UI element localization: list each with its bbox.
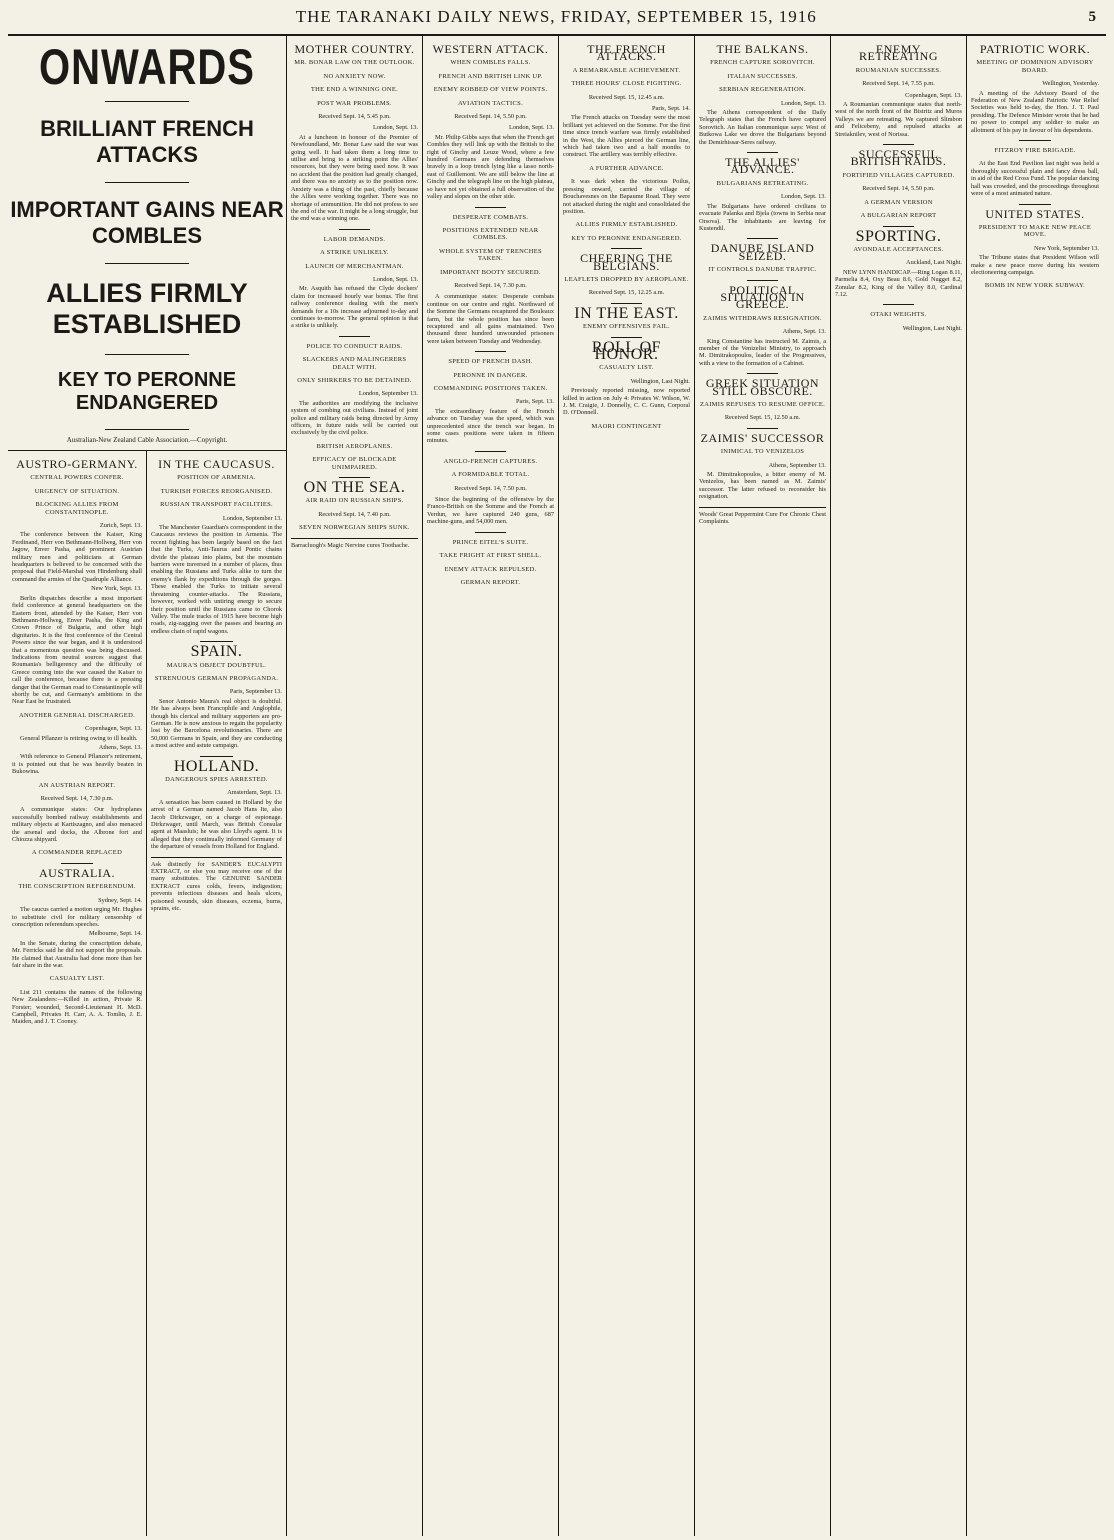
divider xyxy=(747,152,779,153)
article-body: Previously reported missing, now reported killed in action on July 4: Privates W. Wilson, W. J. M. Craigie, J. Donnelly, C. C. Gunn, Corporal D. O'Donnell. xyxy=(563,387,690,417)
article-body: A meeting of the Advisory Board of the Federation of New Zealand Patriotic War Relief Societies was held to-day, the Hon. J. T. Paul presiding. The Defence Minister wrote that he had no power to compel any soldier to make an allotment of his pay in favour of his dependents. xyxy=(971,89,1099,134)
section-title: POLITICAL SITUATION IN GREECE. xyxy=(720,282,805,312)
dateline: Wellington, Last Night. xyxy=(902,324,962,332)
divider xyxy=(747,428,779,429)
column-austro-germany xyxy=(8,451,147,1536)
subhead: COMMANDING POSITIONS TAKEN. xyxy=(433,385,548,392)
section-title: THE FRENCH ATTACKS. xyxy=(587,42,666,64)
dateline: New York, September 13. xyxy=(1033,244,1099,252)
page-number: 5 xyxy=(1088,8,1096,25)
dateline: Athens, Sept. 13. xyxy=(98,744,142,751)
section-title: WESTERN ATTACK. xyxy=(432,42,549,56)
subhead: KEY TO PERONNE ENDANGERED. xyxy=(571,234,682,242)
dateline: London, Sept. 13. xyxy=(781,99,826,107)
article-body: The conference between the Kaiser, King Ferdinand, Herr von Bethmann-Hollweg, Herr von Jagow, Enver Pasha, and prominent Austrian military men and politicians at German headquarters is believed to be concerned with the proposal that Field-Marshal von Hindenburg shall command the armies of the Quadruple Alliance. xyxy=(12,531,142,583)
subhead: ANOTHER GENERAL DISCHARGED. xyxy=(18,711,135,719)
subhead: ENEMY ATTACK REPULSED. xyxy=(444,565,537,573)
subhead: CENTRAL POWERS CONFER. xyxy=(30,474,124,482)
subhead: PRINCE EITEL'S SUITE. xyxy=(452,538,529,546)
lead-bottom xyxy=(8,450,286,1536)
subhead: THE END A WINNING ONE. xyxy=(310,86,399,94)
article-body: King Constantine has instructed M. Zaimis, a member of the Venizelist Ministry, to approach M. Dimitrakopoulos, leader of the Progressives, with a view to the formation of a Cabinet. xyxy=(699,337,826,367)
subhead: ROUMANIAN SUCCESSES. xyxy=(855,66,942,74)
subhead: FITZROY FIRE BRIGADE. xyxy=(994,147,1076,155)
subhead: PERONNE IN DANGER. xyxy=(453,371,528,379)
section-title: CHEERING THE BELGIANS. xyxy=(580,251,673,273)
dateline: London, September 13. xyxy=(358,390,418,398)
article-body: NEW LYNN HANDICAP.—Ring Logan 8.11, Parmelia 8.4, Oxy Beau 8.6, Gold Nugget 8.2, Zonular 8.2, King of the Valley 8.0, Cardinal 7.12. xyxy=(835,268,962,298)
divider xyxy=(475,207,507,208)
subhead: A BULGARIAN REPORT xyxy=(860,212,937,220)
subhead: SEVEN NORWEGIAN SHIPS SUNK. xyxy=(299,524,410,532)
column-western-attack xyxy=(423,36,559,1536)
divider xyxy=(200,756,233,757)
divider xyxy=(1019,204,1051,205)
subhead: ANGLO-FRENCH CAPTURES. xyxy=(443,457,538,465)
article-body: In the Senate, during the conscription debate, Mr. Ferricks said he did not support the proposals. He claimed that Australia had done more than her fair share in the war. xyxy=(12,939,142,969)
divider xyxy=(105,182,188,183)
subhead: FORTIFIED VILLAGES CAPTURED. xyxy=(842,171,955,179)
dateline: Paris, Sept. 14. xyxy=(652,105,690,113)
divider xyxy=(883,226,915,227)
columns xyxy=(8,36,1106,1536)
article-body: Mr. Philip Gibbs says that when the French get Combles they will link up with the British to the right of Ginchy and Leuze Wood, where a few hundred Germans are defending themselves bravely in a loop trench lying like a lasso north-east of Guillemont. We are still below the line at Ginchy and the telegraph line on the high plateau, so have not yet obtained a full observation of the valley and slopes on the other side. xyxy=(427,133,554,201)
dateline: Paris, Sept. 13. xyxy=(516,398,554,406)
subhead: INIMICAL TO VENIZELOS xyxy=(720,448,805,456)
column-patriotic-work xyxy=(967,36,1103,1536)
dateline: Copenhagen, Sept. 13. xyxy=(905,91,962,99)
subhead: MR. BONAR LAW ON THE OUTLOOK. xyxy=(294,59,415,67)
dateline: Auckland, Last Night. xyxy=(906,259,962,267)
subhead: ZAIMIS REFUSES TO RESUME OFFICE. xyxy=(699,401,826,408)
subhead: ENEMY ROBBED OF VIEW POINTS. xyxy=(433,86,548,94)
dateline: New York, Sept. 13. xyxy=(91,585,142,593)
section-title: ON THE SEA. xyxy=(303,479,406,497)
received-line: Received Sept. 14, 7.50 p.m. xyxy=(454,484,527,492)
section-title: ZAIMIS' SUCCESSOR xyxy=(700,430,825,445)
divider xyxy=(611,337,643,338)
subhead: TAKE FRIGHT AT FIRST SHELL. xyxy=(439,552,542,560)
dateline: London, Sept. 13. xyxy=(373,275,418,283)
subhead: CASUALTY LIST. xyxy=(49,975,105,983)
article-body: The Athens correspondent of the Daily Telegraph states that the French have captured Sorovitch. An Italian communique says: West of Butkowa Lake we drove the Bulgarians beyond the Demirhissar-Seres railway. xyxy=(699,109,826,146)
section-title: SPORTING. xyxy=(855,227,942,245)
article-body: General Pflanzer is retiring owing to ill health. xyxy=(20,734,138,742)
article-body: The Bulgarians have ordered civilians to evacuate Palanka and Bjela (towns in Serbia near Orsova). The inhabitants are leaving for Kustendil. xyxy=(699,202,826,232)
divider xyxy=(747,280,779,281)
divider xyxy=(105,101,188,102)
divider xyxy=(475,351,507,352)
received-line: Received Sept. 14, 7.30 p.m. xyxy=(454,281,527,289)
received-line: Received Sept. 15, 12.50 a.m. xyxy=(724,414,801,422)
dateline: London, Sept. 13. xyxy=(509,124,554,132)
subhead: THE CONSCRIPTION REFERENDUM. xyxy=(18,883,136,891)
column-balkans xyxy=(695,36,831,1536)
subhead: ITALIAN SUCCESSES. xyxy=(727,72,798,80)
subhead: POLICE TO CONDUCT RAIDS. xyxy=(306,342,403,350)
subhead: MEETING OF DOMINION ADVISORY BOARD. xyxy=(976,59,1094,74)
divider xyxy=(105,429,188,430)
dateline: London, September 13. xyxy=(222,514,282,522)
subhead: POST WAR PROBLEMS. xyxy=(317,99,392,107)
dateline: Copenhagen, Sept. 13. xyxy=(85,725,142,733)
subhead: AVIATION TACTICS. xyxy=(457,99,523,107)
subhead: ZAIMIS WITHDRAWS RESIGNATION. xyxy=(703,314,822,322)
article-body: At a luncheon in honour of the Premier of Newfoundland, Mr. Bonar Law said the war was going well. It had taken them a long time to utilise and bring to a striking point the Allies' resources, but they were being used now. It was no accident that the position had greatly changed, and there was no anxiety as to the position now. Anxiety was a thing of the past, chiefly because the Allies were working together. There was no shortage of ammunition. He did not profess to see the end of the war. It might be a long struggle, but the end was a winning one. xyxy=(291,133,418,223)
subhead: ENEMY OFFENSIVES FAIL. xyxy=(583,323,670,331)
masthead-title: THE TARANAKI DAILY NEWS, FRIDAY, SEPTEMBER 15, 1916 xyxy=(295,7,817,26)
subhead: A REMARKABLE ACHIEVEMENT. xyxy=(572,66,681,74)
dateline: London, Sept. 13. xyxy=(373,124,418,132)
subhead: THREE HOURS' CLOSE FIGHTING. xyxy=(571,80,682,88)
article-body: The authorities are modifying the inclusive system of combing out civilians. Instead of joint police and military raids being directed by Army officers, in future raids will be carried out exclusively by the civil police. xyxy=(291,399,418,437)
subhead: TURKISH FORCES REORGANISED. xyxy=(160,487,273,495)
subhead: DANGEROUS SPIES ARRESTED. xyxy=(165,776,268,783)
subhead: FRENCH CAPTURE SOROVITCH. xyxy=(710,59,815,67)
divider xyxy=(883,304,915,305)
divider xyxy=(61,863,94,864)
divider xyxy=(105,354,188,355)
divider xyxy=(475,532,507,533)
subhead: POSITION OF ARMENIA. xyxy=(177,474,256,482)
article-body: Senor Antonio Maura's real object is doubtful. He has always been Francophile and Anglophile, though his clerical and military supporters are pro-German. He is now anxious to regain the popularity lost by the Barcelona revolutionaries. There are 50,000 Germans in Spain, and they are conducting a most active and astute campaign. xyxy=(151,697,282,750)
subhead: LAUNCH OF MERCHANTMAN. xyxy=(305,262,404,270)
article-body: At the East End Pavilion last night was held a thoroughly successful plain and fancy dress ball, in aid of the Red Cross Fund. The popular dancing hall was crowded, and the proceedings throughout were of a most animated nature. xyxy=(971,160,1099,198)
headline-gains: IMPORTANT GAINS NEAR COMBLES xyxy=(10,197,284,248)
section-title: SUCCESSFUL BRITISH RAIDS. xyxy=(850,147,947,169)
column-enemy-retreating xyxy=(831,36,967,1536)
subhead: LEAFLETS DROPPED BY AEROPLANE. xyxy=(564,275,689,283)
subhead: ALLIES FIRMLY ESTABLISHED. xyxy=(575,221,678,229)
subhead: EFFICACY OF BLOCKADE UNIMPAIRED. xyxy=(312,456,397,471)
article-body: It was dark when the victorious Poilus, pressing onward, carried the village of Bouchavesnes on the Bapaume Road. They were not attacked during the night and consolidated the position. xyxy=(563,178,690,215)
article-body: A Roumanian communique states that north-west of the north front of the Bistritz and Muros Valleys we are retreating. We captured Slimbon and Felicebeny, and repulsed attacks at Streiaknilev, west of Norissa. xyxy=(835,101,962,138)
section-title: HOLLAND. xyxy=(173,757,260,775)
subhead: AN AUSTRIAN REPORT. xyxy=(38,781,116,789)
article-body: List 211 contains the names of the following New Zealanders:—Killed in action, Private R. Forster; wounded, Second-Lieutenant H. McD. Campbell, Privates H. Carr, A. A. Tomlin, J. E. Maiden, and J. T. Cooney. xyxy=(12,988,142,1026)
subhead: STRENUOUS GERMAN PROPAGANDA. xyxy=(154,674,279,682)
section-title: PATRIOTIC WORK. xyxy=(979,42,1091,56)
section-title: IN THE EAST. xyxy=(574,304,679,322)
divider xyxy=(339,229,371,230)
section-title: THE BALKANS. xyxy=(716,42,809,56)
divider xyxy=(1019,140,1051,141)
dateline: Athens, September 13. xyxy=(768,461,826,469)
dateline: Zurich, Sept. 13. xyxy=(99,522,142,530)
subhead: LABOR DEMANDS. xyxy=(323,235,386,243)
divider xyxy=(200,641,233,642)
subhead: A FORMIDABLE TOTAL. xyxy=(451,471,530,479)
subhead: BLOCKING ALLIES FROM CONSTANTINOPLE. xyxy=(35,501,119,516)
subhead: DESPERATE COMBATS. xyxy=(452,213,529,221)
divider xyxy=(339,336,371,337)
subhead: NO ANXIETY NOW. xyxy=(323,72,386,80)
column-caucasus xyxy=(147,451,286,1536)
subhead: IMPORTANT BOOTY SECURED. xyxy=(440,268,541,276)
article-body: Berlin dispatches describe a most important field conference at general headquarters on the Eastern front, attended by the Kaiser, Herr von Bethmann-Hollweg, Enver Pasha, the King and Crown Prince of Bulgaria, and other high dignitaries. It is the first conference of the Central Powers since the war began, and it is understood that a momentous question was being discussed. Indications from neutral sources suggest that Roumania's belligerency and the difficulty of Greece coming into the war caused the Kaiser to call the conference, because there is a pressing danger that the German road to Constantinople will shortly be cut, and Germany's ambitions in the Near East be frustrated. xyxy=(12,594,142,706)
subhead: A FURTHER ADVANCE. xyxy=(589,164,664,172)
advertisement: Barracluogh's Magic Nervine cures Toothache. xyxy=(291,538,418,549)
section-title: ROLL OF HONOR. xyxy=(591,338,662,363)
article-body: The French attacks on Tuesday were the most brilliant yet achieved on the Somme. For the first time since trench warfare was firmly established in the West, the Allies pierced the German line, which had taken two and a half months to construct. The artillery was terribly effective. xyxy=(563,114,690,159)
subhead: POSITIONS EXTENDED NEAR COMBLES. xyxy=(442,226,539,242)
divider xyxy=(475,451,507,452)
headline-peronne: KEY TO PERONNE ENDANGERED xyxy=(57,369,237,414)
dateline: Wellington, Last Night. xyxy=(630,377,690,385)
subhead: A COMMANDER REPLACED xyxy=(31,849,123,857)
article-body: The Manchester Guardian's correspondent in the Caucasus reviews the position in Armenia. The recent fighting has been largely based on the fact that the Turks, Anti-Taurus and Pontic chains divide the plateau into plains, but the mountain barriers were traversed in a number of places, thus enabling the Russians and Turks alike to turn the enemy's flank by expeditions through the gorges. These enabled the Turks to initiate several threatening counter-attacks. The Russians, however, worked with untiring energy to secure their position until the Russians came to Chorok Valley. The mule tracks of 1915 have become high roads, zig-zagging over the passes and bearing an endless chain of rapid wagons. xyxy=(151,524,282,635)
lead-headlines xyxy=(8,36,286,450)
subhead: RUSSIAN TRANSPORT FACILITIES. xyxy=(160,501,273,509)
subhead: SPEED OF FRENCH DASH. xyxy=(448,358,533,366)
received-line: Received Sept. 14, 5.50 p.m. xyxy=(862,185,935,193)
section-title: AUSTRALIA. xyxy=(39,865,115,880)
received-line: Received Sept. 15, 12.25 a.m. xyxy=(588,289,665,297)
subhead: A STRIKE UNLIKELY. xyxy=(320,249,389,257)
subhead: ONLY SHIRKERS TO BE DETAINED. xyxy=(297,377,412,384)
headline-french-attacks: BRILLIANT FRENCH ATTACKS xyxy=(40,116,254,167)
article-body: Mr. Asquith has refused the Clyde dockers' claim for increased hourly war bonus. The first railway conference dealing with the men's demands for a 10s increase adjourned to-day and continues to-morrow. The general opinion is that a strike is unlikely. xyxy=(291,285,418,330)
dateline: Athens, Sept. 13. xyxy=(782,328,826,336)
article-body: A communique states: Our hydroplanes successfully bombed railway establishments and military objects at Kartiszagno, and also menaced the arsenal and docks, the Albrone fort and Chiozza shipyard. xyxy=(12,806,142,844)
divider xyxy=(611,248,643,249)
headline-onwards: ONWARDS xyxy=(39,40,255,96)
received-line: Received Sept. 14, 7.40 p.m. xyxy=(318,510,391,518)
subhead: BOMB IN NEW YORK SUBWAY. xyxy=(984,282,1086,290)
dateline: Sydney, Sept. 14. xyxy=(98,896,142,904)
received-line: Received Sept. 14, 5.50 p.m. xyxy=(454,113,527,121)
received-line: Received Sept. 15, 12.45 a.m. xyxy=(588,93,665,101)
article-body: M. Dimitrakopoulos, a bitter enemy of M. Venizelos, has been named as M. Zaimis' successor. The latter refused to reconsider his resignation. xyxy=(699,471,826,501)
masthead xyxy=(8,0,1106,36)
received-line: Received Sept. 14, 7.30 p.m. xyxy=(40,795,114,803)
subhead: SERBIAN REGENERATION. xyxy=(719,86,806,94)
dateline: London, Sept. 13. xyxy=(781,193,826,201)
article-body: The Tribune states that President Wilson will make a new peace move during his western electioneering campaign. xyxy=(971,254,1099,276)
subhead: SLACKERS AND MALINGERERS DEALT WITH. xyxy=(302,356,407,371)
subhead: AVONDALE ACCEPTANCES. xyxy=(853,245,944,253)
section-title: IN THE CAUCASUS. xyxy=(158,457,275,471)
subhead: FRENCH AND BRITISH LINK UP. xyxy=(438,72,543,80)
section-title: GREEK SITUATION STILL OBSCURE. xyxy=(705,376,820,398)
subhead: URGENCY OF SITUATION. xyxy=(34,487,120,495)
divider xyxy=(747,238,779,239)
received-line: Received Sept. 14, 5.45 p.m. xyxy=(318,113,391,121)
section-title: UNITED STATES. xyxy=(985,206,1085,221)
dateline: Paris, September 13. xyxy=(229,688,282,696)
subhead: CASUALTY LIST. xyxy=(599,364,654,372)
section-title: DANUBE ISLAND SEIZED. xyxy=(710,241,815,263)
article-body: The caucus carried a motion urging Mr. Hughes to substitute civil for military censorship of conscription referendum speeches. xyxy=(12,906,142,928)
dateline: Amsterdam, Sept. 13. xyxy=(227,789,282,797)
divider xyxy=(883,144,915,145)
subhead: GERMAN REPORT. xyxy=(460,578,521,586)
section-title: SPAIN. xyxy=(190,643,243,661)
column-mother-country xyxy=(287,36,423,1536)
subhead: A GERMAN VERSION xyxy=(864,198,933,206)
subhead: BRITISH AEROPLANES. xyxy=(316,442,393,450)
divider xyxy=(611,303,643,304)
subhead: IT CONTROLS DANUBE TRAFFIC. xyxy=(708,266,817,274)
lead-block xyxy=(8,36,287,1536)
dateline: Wellington, Yesterday. xyxy=(1042,80,1099,88)
divider xyxy=(339,477,371,478)
article-body: With reference to General Pflanzer's retirement, it is pointed out that he was heavily beaten in Bukowina. xyxy=(12,753,142,776)
subhead: BULGARIANS RETREATING. xyxy=(716,179,809,187)
cable-credit: Australian-New Zealand Cable Association.—Copyright. xyxy=(66,436,228,444)
subhead: MAURA'S OBJECT DOUBTFUL. xyxy=(166,661,267,669)
article-body: A sensation has been caused in Holland by the arrest of a German named Jacob Hans Ite, also Jacob Dirkzwager, on a charge of espionage. Dirkzwager, until March, was British Consular agent at Maasluis; he was also Lloyd's agent. It is alleged that they continually informed Germany of the departure of vessels from Holland for England. xyxy=(151,798,282,851)
column-french-attacks xyxy=(559,36,695,1536)
headline-allies: ALLIES FIRMLY ESTABLISHED xyxy=(46,278,248,339)
section-title: MOTHER COUNTRY. xyxy=(294,42,415,56)
advertisement: Woods' Great Peppermint Cure For Chronic Chest Complaints. xyxy=(699,507,826,526)
divider xyxy=(747,373,779,374)
section-title: THE ALLIES' ADVANCE. xyxy=(725,155,800,177)
divider xyxy=(105,263,188,264)
section-title: ENEMY RETREATING xyxy=(859,42,938,64)
subhead: WHOLE SYSTEM OF TRENCHES TAKEN. xyxy=(439,247,542,263)
article-body: The extraordinary feature of the French advance on Tuesday was the speed, which was unprecedented since the trench war began. In some cases positions were taken in fifteen minutes. xyxy=(427,407,554,445)
subhead: OTAKI WEIGHTS. xyxy=(870,311,927,319)
section-title: AUSTRO-GERMANY. xyxy=(16,457,138,471)
received-line: Received Sept. 14, 7.55 p.m. xyxy=(862,80,935,88)
article-body: A communique states: Desperate combats continue on our centre and right. Northward of the Somme the Germans recaptured the Bouleaux farm, but the whole position has since been recaptured and all gains maintained. Two thousand three hundred unwounded prisoners were taken between Tuesday and Wednesday. xyxy=(427,293,554,345)
article-body: Since the beginning of the offensive by the Franco-British on the Somme and the French at Verdun, we have captured 240 guns, 687 machine-guns, and 54,000 men. xyxy=(427,496,554,526)
advertisement: Ask distinctly for SANDER'S EUCALYPTI EXTRACT, or else you may receive one of the many substitutes. The GENUINE SANDER EXTRACT cures colds, fevers, indigestion; prevents infectious diseases and heals ulcers, poisoned wounds, skin diseases, eczema, burns, sprains, etc. xyxy=(151,857,282,913)
subhead: MAORI CONTINGENT xyxy=(591,422,662,430)
subhead: PRESIDENT TO MAKE NEW PEACE MOVE. xyxy=(978,223,1092,239)
dateline: Melbourne, Sept. 14. xyxy=(89,930,142,938)
subhead: WHEN COMBLES FALLS. xyxy=(450,59,531,67)
subhead: AIR RAID ON RUSSIAN SHIPS. xyxy=(305,497,404,505)
